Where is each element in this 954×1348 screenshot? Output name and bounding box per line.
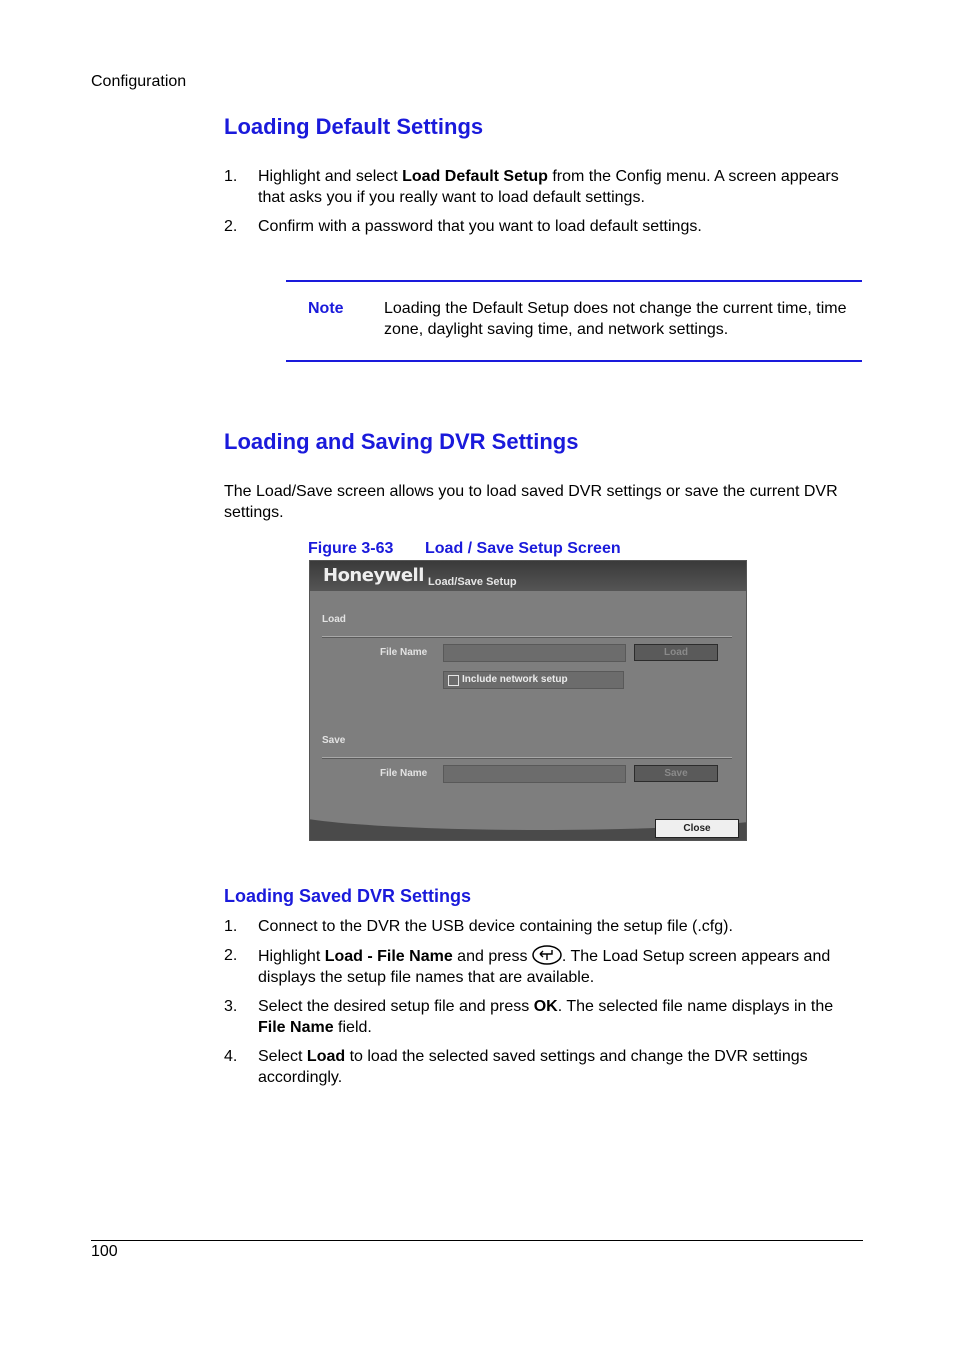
screen-title: Load/Save Setup [428,576,517,588]
load-button[interactable]: Load [634,644,718,661]
list-item: 3. Select the desired setup file and press OK. The selected file name displays in the File Name field. [224,998,834,1036]
brand-logo: Honeywell [323,565,424,586]
screen-title-bar [310,561,746,591]
list-item: 1. Connect to the DVR the USB device containing the setup file (.cfg). [224,918,733,935]
load-section-label: Load [322,614,346,625]
list-item: 1. Highlight and select Load Default Setup from the Config menu. A screen appears that asks you if you really want to load default settings. [224,168,839,206]
page-number: 100 [91,1243,118,1260]
save-file-name-field[interactable] [443,765,626,783]
figure-title: Load / Save Setup Screen [425,540,621,557]
load-save-setup-screenshot [309,560,747,841]
footer-divider [91,1240,863,1241]
enter-button-icon [532,945,562,965]
section-title-loading-default: Loading Default Settings [224,114,484,139]
loading-saved-steps [224,916,864,1096]
load-file-name-field[interactable] [443,644,626,662]
load-file-name-label: File Name [380,647,428,658]
figure-number: Figure 3-63 [308,540,394,557]
include-network-checkbox[interactable]: Include network setup [443,671,624,689]
divider [322,757,732,759]
list-item: 2. Highlight Load - File Name and press . The Load Setup screen appears and displays the setup file names that are available. [224,947,831,986]
default-settings-steps [224,166,864,245]
list-item: 2. Confirm with a password that you want to load default settings. [224,218,702,235]
save-section-label: Save [322,735,346,746]
figure-caption [308,538,621,559]
save-file-name-label: File Name [380,768,428,779]
close-button[interactable]: Close [655,819,739,838]
save-button[interactable]: Save [634,765,718,782]
note-box [286,280,862,362]
section-title-loading-saving: Loading and Saving DVR Settings [224,429,579,454]
list-item: 4. Select Load to load the selected saved settings and change the DVR settings accordingly. [224,1048,808,1086]
note-label: Note [308,300,344,317]
intro-paragraph: The Load/Save screen allows you to load saved DVR settings or save the current DVR settings. [224,483,838,521]
divider [322,636,732,638]
checkbox-icon [448,675,459,686]
subsection-title-loading-saved: Loading Saved DVR Settings [224,886,472,906]
note-text: Loading the Default Setup does not change the current time, time zone, daylight saving time, and network settings. [384,300,847,338]
running-head: Configuration [91,73,187,90]
